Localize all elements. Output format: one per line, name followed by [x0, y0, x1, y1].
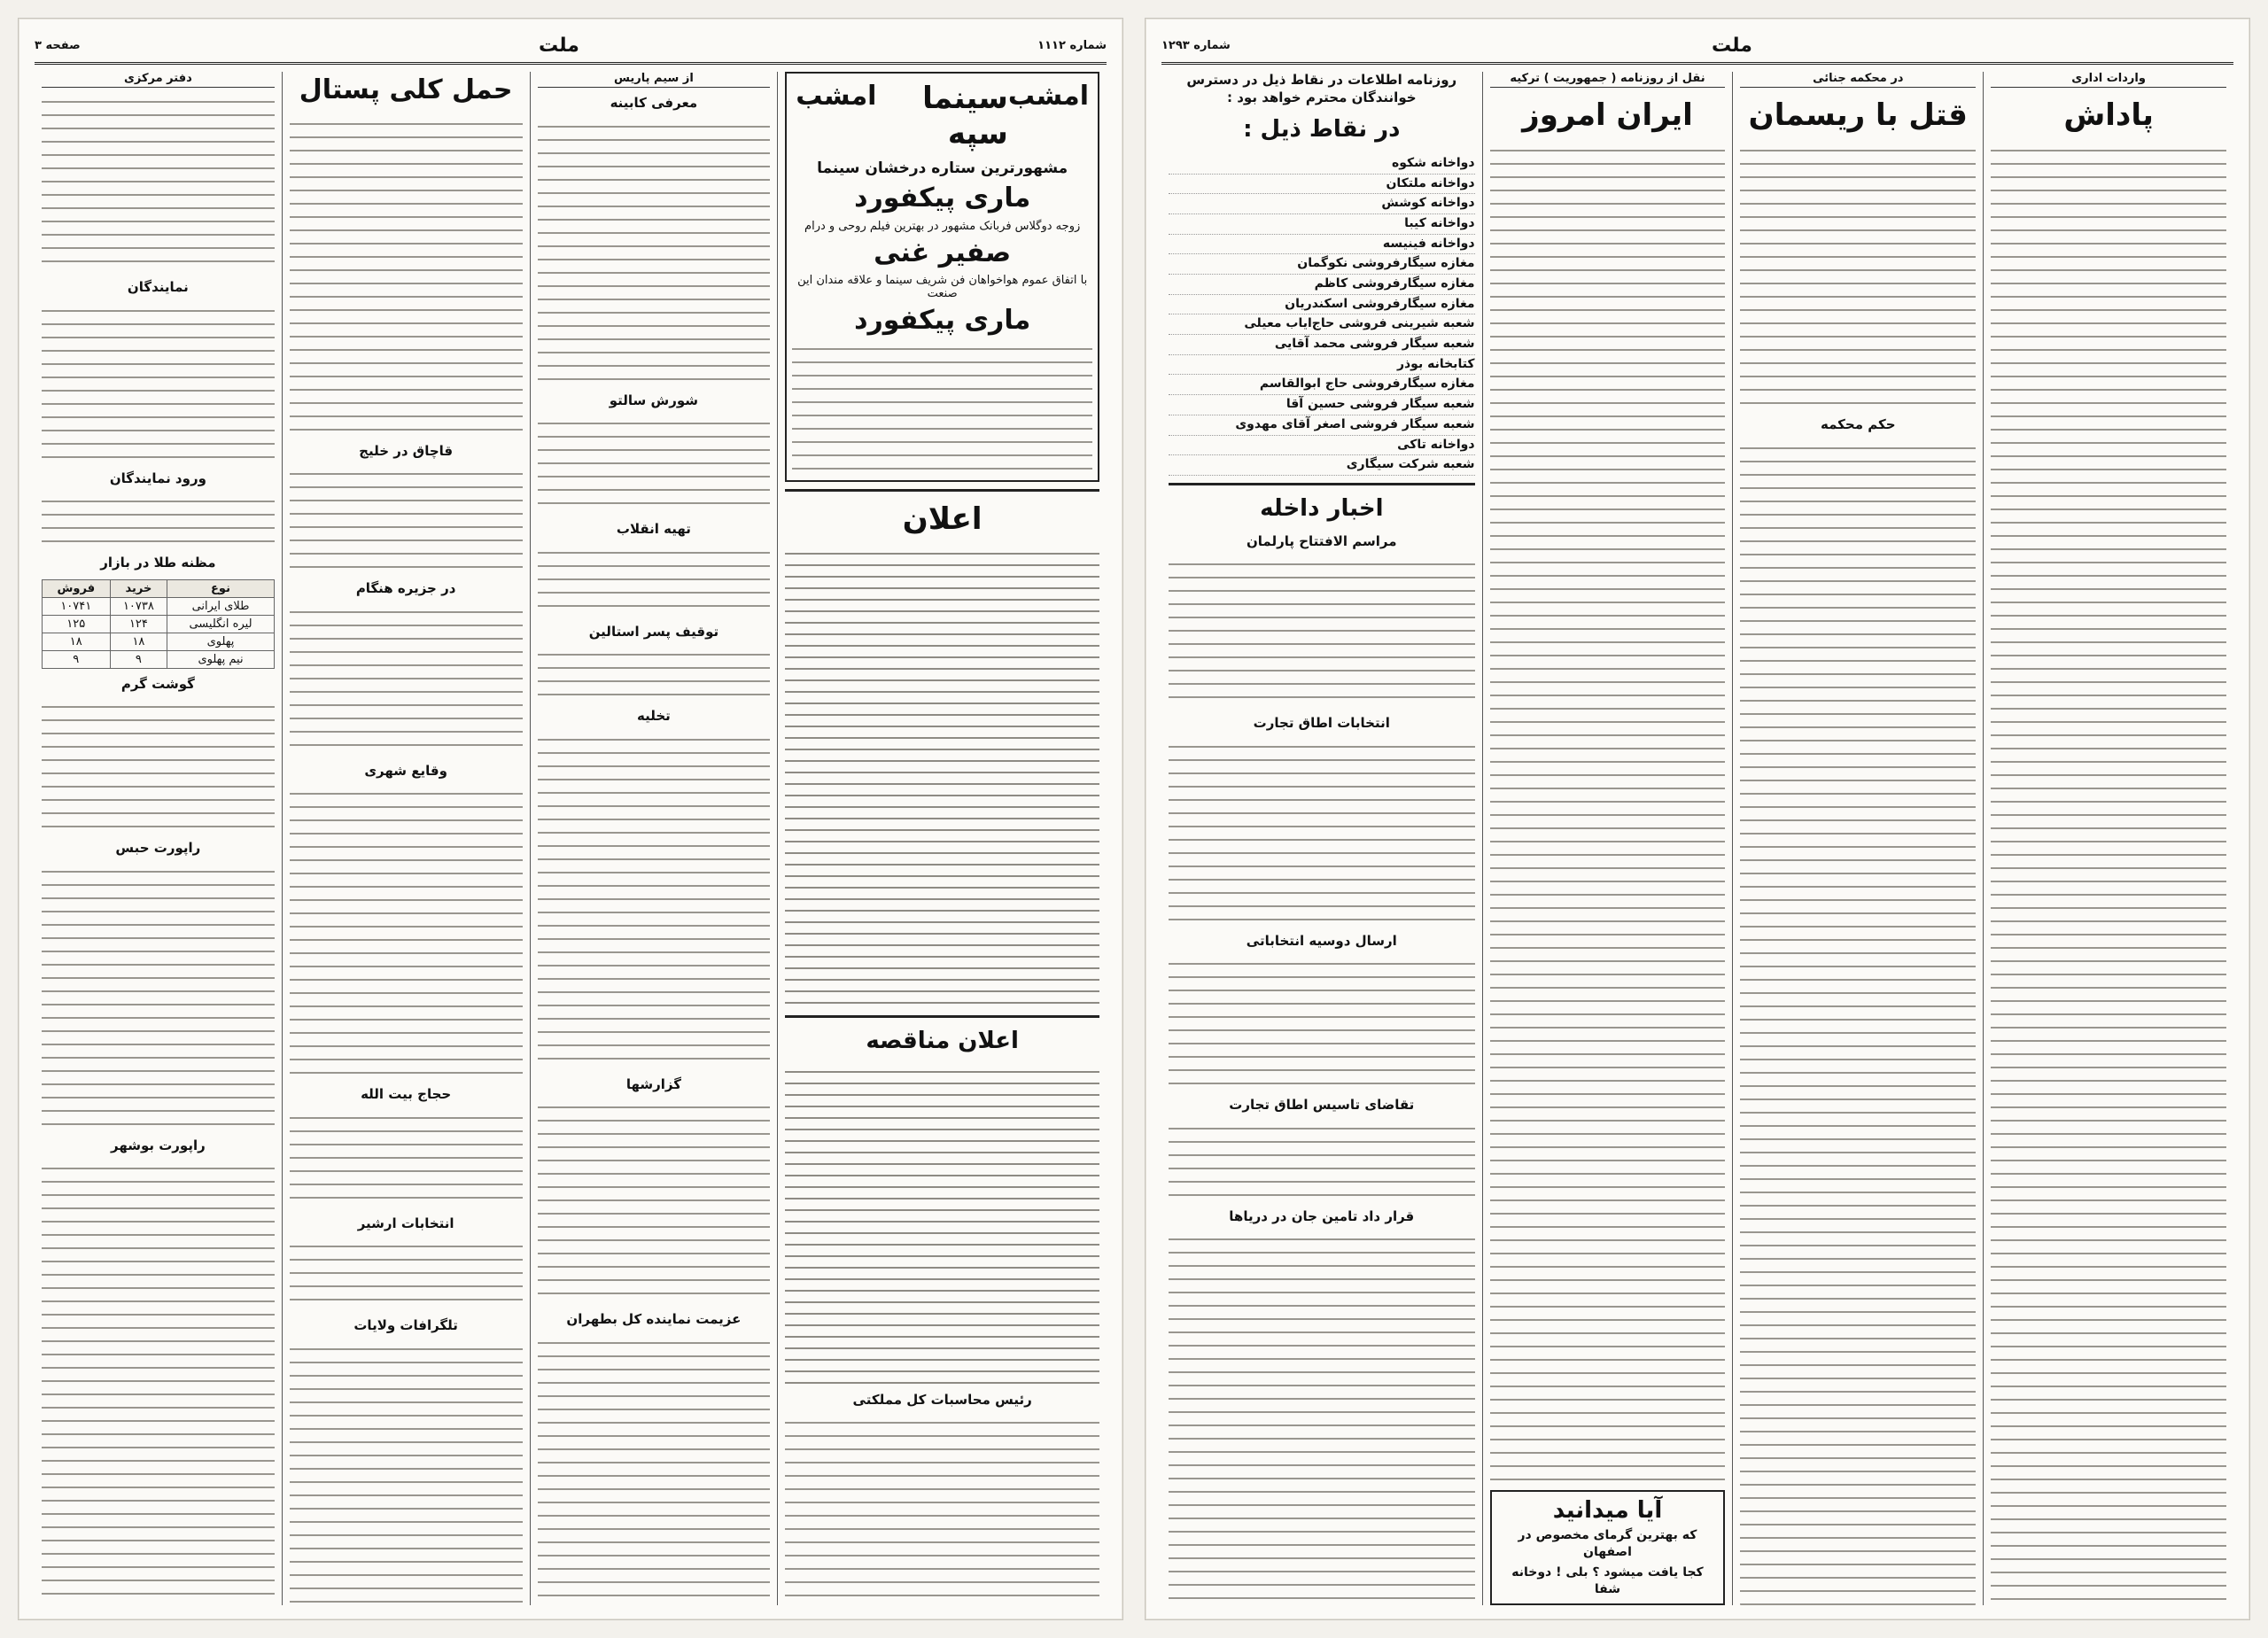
right-col-4: [1161, 72, 1482, 1605]
col2-text-1: [290, 467, 523, 573]
col1-sub-6: راپورت بوشهر: [110, 1137, 206, 1153]
price-cell: ۱۰۷۳۸: [110, 597, 167, 615]
col3-text-5: [538, 733, 771, 1069]
news-text-1: [1169, 557, 1475, 708]
col2-text-5: [290, 1239, 523, 1310]
col3-text-2: [538, 416, 771, 514]
col1-sub-1: نمایندگان: [127, 279, 189, 295]
news-sub-5: قرار داد تامین جان در دریاها: [1229, 1207, 1415, 1224]
col1-sub-5: راپورت حبس: [115, 840, 201, 856]
trial-body-2: [1740, 441, 1976, 1605]
reward-body: [1991, 144, 2226, 1605]
col3-sub-1: معرفی کابینه: [610, 95, 698, 111]
col3-sub-2: شورش سالتو: [609, 392, 699, 408]
list-item: دواخانه تاکی: [1169, 436, 1475, 456]
left-page-header: [35, 35, 1107, 65]
right-page-issue: شماره ۱۲۹۳: [1161, 39, 1231, 52]
left-col-ads: [777, 72, 1107, 1605]
right-page-header: [1161, 35, 2233, 65]
list-item: دواخانه فینیسه: [1169, 235, 1475, 255]
news-text-4: [1169, 1122, 1475, 1201]
col1-text-5: [42, 865, 275, 1130]
left-page-issue: شماره ۱۱۱۲: [1037, 39, 1107, 52]
col2-sub-4: تلگرافات ولایات: [353, 1317, 458, 1333]
price-table-header: [42, 579, 274, 597]
table-row: [42, 650, 274, 668]
col3-sub-4: توقیف پسر استالین: [588, 623, 719, 640]
left-page: [18, 18, 1123, 1620]
table-row: [42, 597, 274, 615]
domestic-news-headline: اخبار داخله: [1260, 494, 1384, 522]
col2-sub-2: حجاج بیت الله: [361, 1086, 452, 1102]
col1-text-6: [42, 1161, 275, 1605]
distribution-intro: روزنامه اطلاعات در نقاط ذیل در دسترس خوانندگان محترم خواهد بود :: [1186, 72, 1457, 105]
list-item: شعبه شرکت سیگاری: [1169, 455, 1475, 476]
col3-text-3: [538, 546, 771, 617]
price-cell: ۹: [42, 650, 110, 668]
list-item: دواخانه شکوه: [1169, 154, 1475, 175]
col1-text-4: [42, 700, 275, 833]
col3-sub-5: تخلیه: [637, 708, 671, 724]
news-text-2: [1169, 740, 1475, 926]
list-item: شعبه سیگار فروشی محمد آقایی: [1169, 335, 1475, 355]
price-col-header: خرید: [110, 579, 167, 597]
divider: [785, 1015, 1099, 1018]
cinema-tonight-right: امشب: [1007, 81, 1089, 112]
price-cell: ۹: [110, 650, 167, 668]
price-cell: ۱۸: [110, 633, 167, 650]
cinema-film-title: صفیر غنی: [874, 237, 1012, 268]
col1-sub-4: گوشت گرم: [120, 675, 195, 692]
col2-sub-1: وقایع شهری: [364, 762, 447, 779]
list-item: کتابخانه بوذر: [1169, 355, 1475, 376]
cinema-body-text: [792, 342, 1092, 475]
col2-section-label: قاچاق در خلیج: [359, 442, 454, 459]
price-cell: پهلوی: [167, 633, 274, 650]
newspaper-spread: [18, 18, 2250, 1620]
news-text-3: [1169, 957, 1475, 1090]
cinema-line-5: با اتفاق عموم هواخواهان فن شریف سینما و علاقه مندان این صنعت: [797, 274, 1088, 301]
gold-price-table: [42, 579, 275, 669]
pharmacy-ad-line-2: کجا یافت میشود ؟ بلی ! دوخانه شفا: [1511, 1565, 1704, 1597]
col3-section-label: از سیم پاریس: [538, 72, 771, 88]
cinema-line-3: زوجه دوگلاس فربانک مشهور در بهترین فیلم روحی و درام: [804, 219, 1081, 233]
list-item: شعبه سیگار فروشی اصغر آقای مهدوی: [1169, 415, 1475, 436]
price-col-header: فروش: [42, 579, 110, 597]
list-item: شعبه شیرینی فروشی حاج‌ایاب معیلی: [1169, 314, 1475, 335]
col3-sub-3: تهیه انقلاب: [616, 521, 691, 537]
tender-footer: رئیس محاسبات کل مملکتی: [852, 1391, 1032, 1408]
col1-text-1: [42, 95, 275, 272]
trial-verdict-sub: حکم محکمه: [1821, 416, 1896, 433]
list-item: شعبه سیگار فروشی حسین آقا: [1169, 395, 1475, 415]
col2-headline: در جزیره هنگام: [355, 580, 456, 596]
price-cell: ۱۰۷۴۱: [42, 597, 110, 615]
col2-text-6: [290, 1342, 523, 1606]
cinema-name: سینما سپه: [922, 81, 1008, 151]
price-col-header: نوع: [167, 579, 274, 597]
left-page-label: صفحه ۳: [35, 39, 81, 52]
price-cell: طلای ایرانی: [167, 597, 274, 615]
list-item: مغازه سیگارفروشی اسکندریان: [1169, 295, 1475, 315]
pharmacy-ad-title: آیا میدانید: [1552, 1497, 1663, 1525]
tender-title: اعلان مناقصه: [866, 1027, 1019, 1054]
news-sub-3: ارسال دوسیه انتخاباتی: [1246, 932, 1397, 949]
news-sub-4: تقاضای تاسیس اطاق تجارت: [1229, 1097, 1415, 1114]
right-page-columns: [1161, 72, 2233, 1605]
trial-section-label: در محکمه جنائی: [1740, 72, 1976, 88]
right-page: [1145, 18, 2250, 1620]
cinema-top-line: [792, 79, 1092, 153]
right-col-2: [1732, 72, 1983, 1605]
reward-headline: پاداش: [2063, 97, 2154, 133]
list-item: مغازه سیگارفروشی کاظم: [1169, 275, 1475, 295]
right-col-1: [1983, 72, 2233, 1605]
announcement-body: [785, 547, 1099, 1008]
divider: [1169, 483, 1475, 485]
iran-today-section-label: نقل از روزنامه ( جمهوریت ) ترکیه: [1490, 72, 1726, 88]
left-col-3: [530, 72, 778, 1605]
col3-text-6: [538, 1100, 771, 1304]
trial-headline: قتل با ریسمان: [1748, 97, 1968, 133]
cinema-star-name-2: ماری پیکفورد: [854, 305, 1031, 337]
price-cell: لیره انگلیسی: [167, 615, 274, 633]
table-row: [42, 615, 274, 633]
news-sub-1: مراسم الافتتاح پارلمان: [1246, 532, 1397, 549]
left-page-columns: [35, 72, 1107, 1605]
col1-sub-3: مظنه طلا در بازار: [100, 555, 216, 571]
left-page-name: ملت: [538, 35, 579, 57]
col1-text-3: [42, 494, 275, 547]
cinema-tonight-left: امشب: [796, 81, 877, 112]
price-cell: ۱۲۴: [110, 615, 167, 633]
iran-today-body: [1490, 144, 1726, 1483]
announcement-title: اعلان: [902, 501, 983, 537]
distribution-headline: در نقاط ذیل :: [1243, 116, 1401, 143]
price-cell: ۱۸: [42, 633, 110, 650]
distribution-list: [1169, 154, 1475, 476]
pharmacy-ad-box: [1490, 1490, 1726, 1605]
list-item: دواخانه ملتکان: [1169, 175, 1475, 195]
tender-body: [785, 1066, 1099, 1385]
list-item: دواخانه کوشش: [1169, 194, 1475, 214]
col3-sub-7: عزیمت نماینده کل بطهران: [566, 1311, 742, 1327]
divider: [785, 489, 1099, 492]
price-cell: ۱۲۵: [42, 615, 110, 633]
table-row: [42, 633, 274, 650]
cinema-star-name: ماری پیکفورد: [854, 182, 1031, 214]
list-item: مغازه سیگارفروشی نکوگمان: [1169, 254, 1475, 275]
col2-text-3: [290, 787, 523, 1079]
col2-text-0: [290, 117, 523, 436]
col3-text-1: [538, 120, 771, 385]
cinema-line-1: مشهورترین ستاره درخشان سینما: [817, 159, 1068, 177]
reward-section-label: واردات اداری: [1991, 72, 2226, 88]
left-col-1: [35, 72, 282, 1605]
col2-text-2: [290, 605, 523, 756]
col3-text-7: [538, 1336, 771, 1606]
classified-body: [785, 1416, 1099, 1605]
cinema-ad: [785, 72, 1099, 482]
col1-sub-2: ورود نمایندگان: [109, 470, 206, 486]
list-item: مغازه سیگارفروشی حاج ابوالقاسم: [1169, 375, 1475, 395]
col3-sub-6: گزارشها: [625, 1075, 681, 1092]
right-page-name: ملت: [1711, 35, 1752, 57]
trial-body-1: [1740, 144, 1976, 409]
left-col-2: [282, 72, 530, 1605]
col2-text-4: [290, 1111, 523, 1208]
col2-sub-3: انتخابات ارشیر: [357, 1215, 454, 1231]
pharmacy-ad-line-1: که بهترین گرمای مخصوص در اصفهان: [1518, 1528, 1697, 1560]
col1-headline: حمل کلی پستال: [299, 74, 513, 105]
col1-text-2: [42, 304, 275, 463]
price-cell: نیم پهلوی: [167, 650, 274, 668]
col3-text-4: [538, 648, 771, 701]
col1-section-label: دفتر مرکزی: [42, 72, 275, 88]
iran-today-headline: ایران امروز: [1522, 97, 1693, 133]
list-item: دواخانه کیبا: [1169, 214, 1475, 235]
news-sub-2: انتخابات اطاق تجارت: [1253, 715, 1390, 732]
news-text-5: [1169, 1232, 1475, 1605]
right-col-3: [1482, 72, 1733, 1605]
